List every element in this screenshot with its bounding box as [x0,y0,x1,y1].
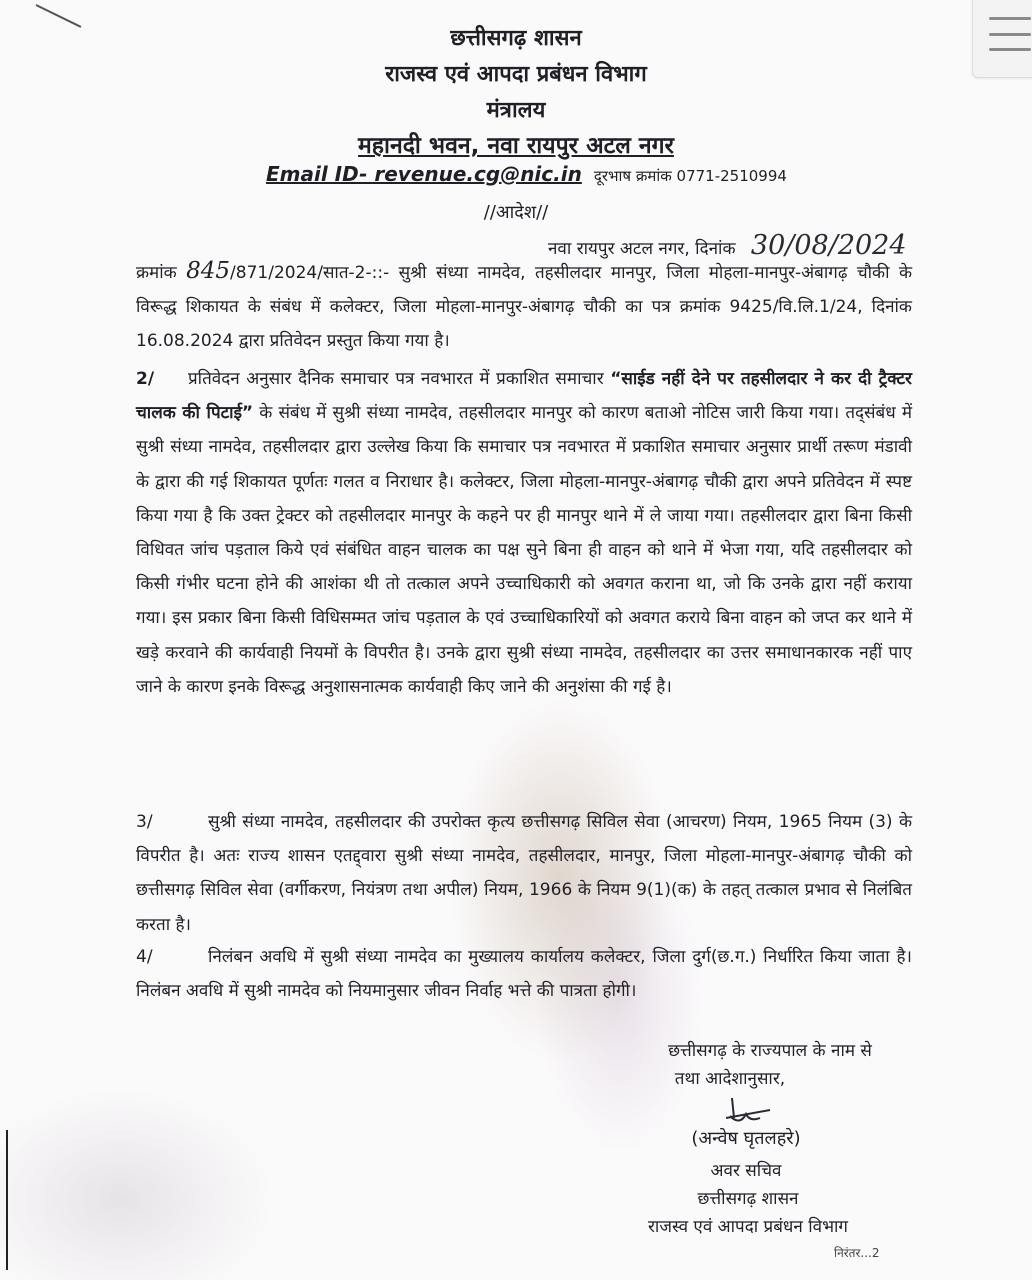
header-department: राजस्व एवं आपदा प्रबंधन विभाग [385,62,647,87]
signature-line-1: छत्तीसगढ़ के राज्यपाल के नाम से [668,1041,872,1061]
paragraph-3 [136,805,912,942]
contact-line [266,162,787,186]
paragraph-2-text-before: प्रतिवेदन अनुसार दैनिक समाचार पत्र नवभारत में प्रकाशित समाचार [188,369,611,389]
signatory-department: राजस्व एवं आपदा प्रबंधन विभाग [647,1217,848,1237]
continued-label: निरंतर...2 [834,1246,880,1260]
handwritten-ref-number: 845 [186,258,231,284]
date-label: नवा रायपुर अटल नगर, दिनांक [548,239,736,259]
news-headline: “साईड नहीं देने पर तहसीलदार ने कर दी ट्रैक्टर चालक की पिटाई” [136,369,912,424]
hamburger-menu-icon [989,17,1031,20]
header-government: छत्तीसगढ़ शासन [450,26,582,51]
header-ministry: मंत्रालय [486,98,546,123]
signature-line-2: तथा आदेशानुसार, [674,1069,786,1089]
signatory-government: छत्तीसगढ़ शासन [697,1189,799,1209]
ref-prefix: क्रमांक [136,263,177,283]
paragraph-4 [136,940,912,1008]
signatory-designation: अवर सचिव [710,1161,782,1181]
paragraph-2-text-after: के संबंध में सुश्री संध्या नामदेव, तहसीलदार मानपुर को कारण बताओ नोटिस जारी किया गया। तद्संबंध में सुश्री संध्या नामदेव, तहसीलदार द्वारा उल्लेख किया कि समाचार पत्र नवभारत में प्रकाशित समाचार अनुसार प्रार्थी तरूण मंडावी के द्वारा की गई शिकायत पूर्णतः गलत व निराधार है। कलेक्टर, जिला मोहला-मानपुर-अंबागढ़ चौकी द्वारा अपने प्रतिवेदन में स्पष्ट किया गया है कि उक्त ट्रेक्टर को तहसीलदार मानपुर के कहने पर ही मानपुर थाने में ले जाया गया। तहसीलदार द्वारा बिना किसी विधिवत जांच पड़ताल किये एवं संबंधित वाहन चालक का पक्ष सुने बिना ही वाहन को थाने में भेजा गया, यदि तहसीलदार को किसी गंभीर घटना होने की आशंका थी तो तत्काल अपने उच्चाधिकारी को अवगत कराना था, जो कि उनके द्वारा नहीं कराया गया। इस प्रकार बिना किसी विधिसम्मत जांच पड़ताल के एवं उच्चाधिकारियों को अवगत कराये बिना वाहन को जप्त कर थाने में खड़े करवाने की कार्यवाही नियमों के विपरीत है। उनके द्वारा सुश्री संध्या नामदेव, तहसीलदार का उत्तर समाधानकारक नहीं पाए जाने के कारण इनके विरूद्ध अनुशासनात्मक कार्यवाही किए जाने की अनुशंसा की गई है। [136,403,912,697]
paragraph-number: 2/ [136,369,155,389]
paragraph-number: 4/ [136,947,153,967]
email-link[interactable]: Email ID- revenue.cg@nic.in [266,162,582,186]
header-address: महानदी भवन, नवा रायपुर अटल नगर [358,133,674,159]
paragraph-2 [136,362,912,704]
phone-number: दूरभाष क्रमांक 0771-2510994 [593,167,787,185]
paragraph-3-text: सुश्री संध्या नामदेव, तहसीलदार की उपरोक्त कृत्य छत्तीसगढ़ सिविल सेवा (आचरण) नियम, 1965 नियम (3) के विपरीत है। अतः राज्य शासन एतद्द्वारा सुश्री संध्या नामदेव, तहसीलदार, मानपुर, जिला मोहला-मानपुर-अंबागढ़ चौकी को छत्तीसगढ़ सिविल सेवा (वर्गीकरण, नियंत्रण तथा अपील) नियम, 1966 के नियम 9(1)(क) के तहत् तत्काल प्रभाव से निलंबित करता है। [136,812,912,935]
order-title: //आदेश// [483,202,549,223]
signatory-name: (अन्वेष घृतलहरे) [691,1128,801,1149]
page-edge-mark [6,1130,8,1270]
paragraph-1-text: सुश्री संध्या नामदेव, तहसीलदार मानपुर, जिला मोहला-मानपुर-अंबागढ़ चौकी के विरूद्ध शिकायत के संबंध में कलेक्टर, जिला मोहला-मानपुर-अंबागढ़ चौकी का पत्र क्रमांक 9425/वि.लि.1/24, दिनांक 16.08.2024 द्वारा प्रतिवेदन प्रस्तुत किया गया है। [136,263,912,352]
handwritten-date: 30/08/2024 [750,230,907,261]
ref-suffix: /871/2024/सात-2-::- [230,263,390,283]
paragraph-1 [136,254,912,359]
paragraph-4-text: निलंबन अवधि में सुश्री संध्या नामदेव का मुख्यालय कार्यालय कलेक्टर, जिला दुर्ग(छ.ग.) निर्धारित किया जाता है। निलंबन अवधि में सुश्री नामदेव को नियमानुसार जीवन निर्वाह भत्ते की पात्रता होगी। [136,947,912,1002]
paragraph-number: 3/ [136,812,153,832]
